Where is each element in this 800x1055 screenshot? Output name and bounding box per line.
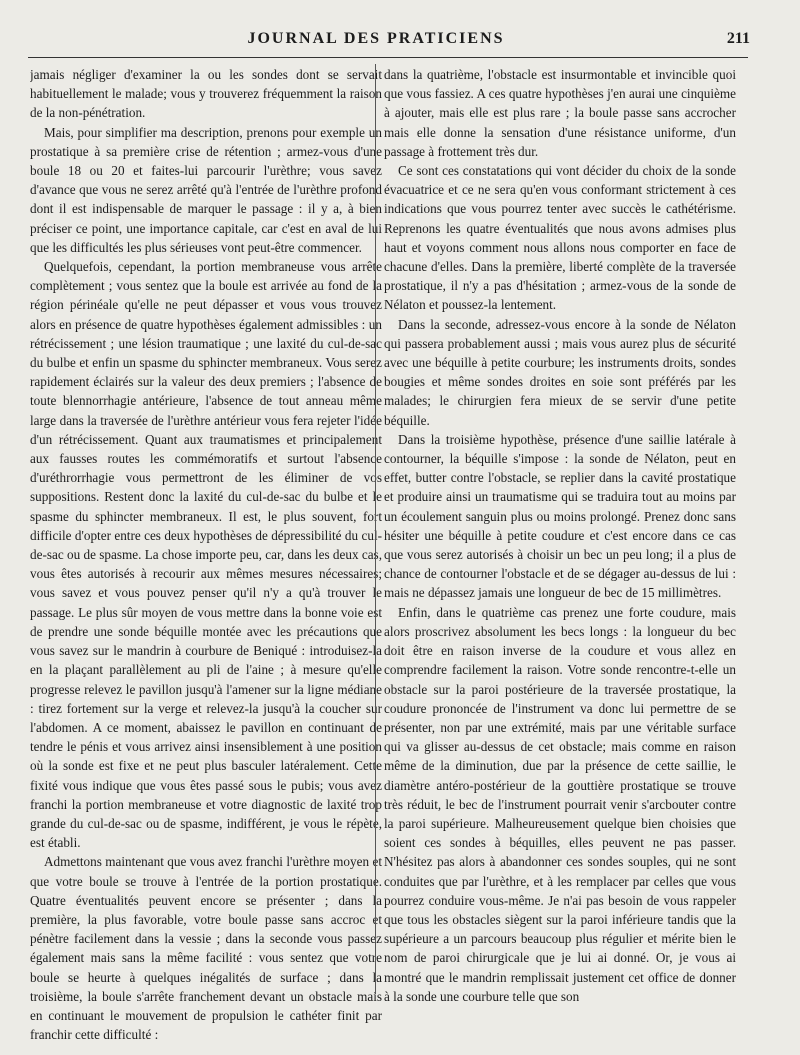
paragraph: dans la quatrième, l'obstacle est insurmontable et invincible quoi que vous fassiez. A ces quatre hypothèses j'en aurai une cinquième à ajouter, mais elle est plus rare ; la boule passe sans accrocher mais elle donne la sensation d'une résistance uniforme, d'un passage à frottement très dur. bbox=[384, 67, 736, 159]
journal-title: JOURNAL DES PRATICIENS bbox=[247, 30, 505, 47]
paragraph: jamais négliger d'examiner la ou les sondes dont se servait habituellement le malade; vous y trouverez fréquemment la raison de la non-pénétration. bbox=[30, 67, 382, 121]
left-column bbox=[30, 65, 382, 1045]
paragraph: Enfin, dans le quatrième cas prenez une forte coudure, mais alors proscrivez absolument les becs longs : la longueur du bec doit être en raison inverse de la coudure et vous allez en comprendre facilement la raison. Votre sonde rencontre-t-elle un obstacle sur la paroi postérieure de la traversée prostatique, la coudure prononcée de l'instrument va donc lui permettre de se présenter, non par une extrémité, mais par une véritable surface qui va glisser au-dessus de cet obstacle; mais comme en raison même de la diminution, due par la présence de cette saillie, le diamètre antéro-postérieur de la gouttière prostatique se trouve très réduit, le bec de l'instrument pourrait venir s'arcbouter contre la paroi supérieure. Malheureusement quelque bien choisies que soient ces sondes à béquilles, elles peuvent ne pas passer. N'hésitez pas alors à abandonner ces sondes souples, qui ne sont conduites que par l'urèthre, et à les remplacer par celles que vous pourrez conduire vous-même. Je n'ai pas besoin de vous rappeler que tous les obstacles siègent sur la paroi inférieure tandis que la supérieure a un parcours beaucoup plus régulier et mérite bien le nom de paroi chirurgicale que je lui ai donné. Or, je vous ai montré que le mandrin remplissait justement cet office de donner à la sonde une courbure telle que son bbox=[384, 604, 736, 1004]
running-header bbox=[28, 30, 750, 52]
paragraph: Mais, pour simplifier ma description, prenons pour exemple un prostatique à sa première crise de rétention ; armez-vous d'une boule 18 ou 20 et faites-lui parcourir l'urèthre; vous savez d'avance que vous ne serez arrêté qu'à l'entrée de l'urèthre profond dont il est indispensable de marquer le passage : il y a, à bien préciser ce point, une importance capitale, car c'est en aval de lui que les difficultés les plus sérieuses vont peut-être commencer. bbox=[30, 124, 382, 255]
paragraph: Dans la troisième hypothèse, présence d'une saillie latérale à contourner, la béquille s'impose : la sonde de Nélaton, peut en effet, butter contre l'obstacle, se replier dans la cavité prostatique et produire ainsi un traumatisme qui se traduira tout au moins par un écoulement sanguin plus ou moins prolongé. Prenez donc sans hésiter une béquille à petite coudure et c'est encore dans ce cas que vous serez autorisés à choisir un bec un peu long; il a plus de chance de contourner l'obstacle et de se dégager au-dessus de lui : mais ne dépassez jamais une longueur de bec de 15 millimètres. bbox=[384, 431, 736, 601]
paragraph: Dans la seconde, adressez-vous encore à la sonde de Nélaton qui passera probablement aussi ; mais vous aurez plus de sécurité avec une béquille à petite courbure; les instruments droits, sondes bougies et même sondes droites en soie sont préférés par les malades; le chirurgien fera mieux de se servir d'une petite béquille. bbox=[384, 316, 736, 428]
page-number: 211 bbox=[726, 30, 750, 47]
paragraph: Admettons maintenant que vous avez franchi l'urèthre moyen et que votre boule se trouve à l'entrée de la portion prostatique. Quatre éventualités peuvent encore se présenter ; dans la première, la plus favorable, votre boule passe sans accroc et pénètre facilement dans la vessie ; dans la seconde vous passez également mais sans la même facilité : vous sentez que votre boule se heurte à quelques inégalités de surface ; dans la troisième, la boule s'arrête franchement devant un obstacle mais en continuant le mouvement de propulsion le cathéter finit par franchir cette difficulté : bbox=[30, 854, 382, 1043]
paragraph: Quelquefois, cependant, la portion membraneuse vous arrête complètement ; vous sentez que la boule est arrivée au fond de la région périnéale qu'elle ne peut dépasser et vous vous trouvez alors en présence de quatre hypothèses également admissibles : un rétrécissement ; une lésion traumatique ; une laxité du cul-de-sac du bulbe et enfin un spasme du sphincter membraneux. Vous serez rapidement éclairés sur la valeur des deux premiers ; l'absence de toute blennorrhagie antérieure, l'absence de tout anneau même large dans la traversée de l'urèthre antérieur vous fera rejeter l'idée d'un rétrécissement. Quant aux traumatismes et principalement aux fausses routes les commémoratifs et surtout l'absence d'uréthrorrhagie vous permettront de les éliminer de vos suppositions. Restent donc la laxité du cul-de-sac du bulbe et le spasme du sphincter membraneux. Il est, le plus souvent, fort difficile d'opter entre ces deux hypothèses de dépressibilité du cul-de-sac ou de spasme. La chose importe peu, car, dans les deux cas, vous êtes autorisés à recourir aux mêmes mesures nécessaires; vous savez et vous pouvez penser qu'il n'y a qu'à trouver le passage. Le plus sûr moyen de vous mettre dans la bonne voie est de prendre une sonde béquille montée avec les précautions que vous savez sur le mandrin à courbure de Beniqué : introduisez-la en la plaçant parallèlement au pli de l'aine ; à mesure qu'elle progresse relevez le pavillon jusqu'à l'amener sur la ligne médiane : tirez fortement sur la verge et relevez-la jusqu'à la coucher sur l'abdomen. A ce moment, abaissez le pavillon en continuant de tendre le pénis et vous arrivez ainsi insensiblement à une position où la sonde est fixe et ne peut plus basculer latéralement. Cette fixité vous indique que vous êtes passé sous le pubis; vous avez franchi la portion membraneuse et votre diagnostic de laxité trop grande du cul-de-sac ou de spasme, indifférent, je vous le répète, est établi. bbox=[30, 259, 382, 851]
column-divider bbox=[375, 64, 376, 994]
header-rule bbox=[28, 57, 748, 58]
paragraph: Ce sont ces constatations qui vont décider du choix de la sonde évacuatrice et ce ne sera qu'en vous conformant strictement à ces indications que vous pourrez tenter avec succès le cathétérisme. Reprenons les quatre éventualités que nous avons admises plus haut et voyons comment nous allons nous comporter en face de chacune d'elles. Dans la première, liberté complète de la traversée prostatique, il n'y a pas d'hésitation ; armez-vous de la sonde de Nélaton et poussez-la lentement. bbox=[384, 163, 736, 313]
right-column bbox=[384, 65, 736, 1045]
